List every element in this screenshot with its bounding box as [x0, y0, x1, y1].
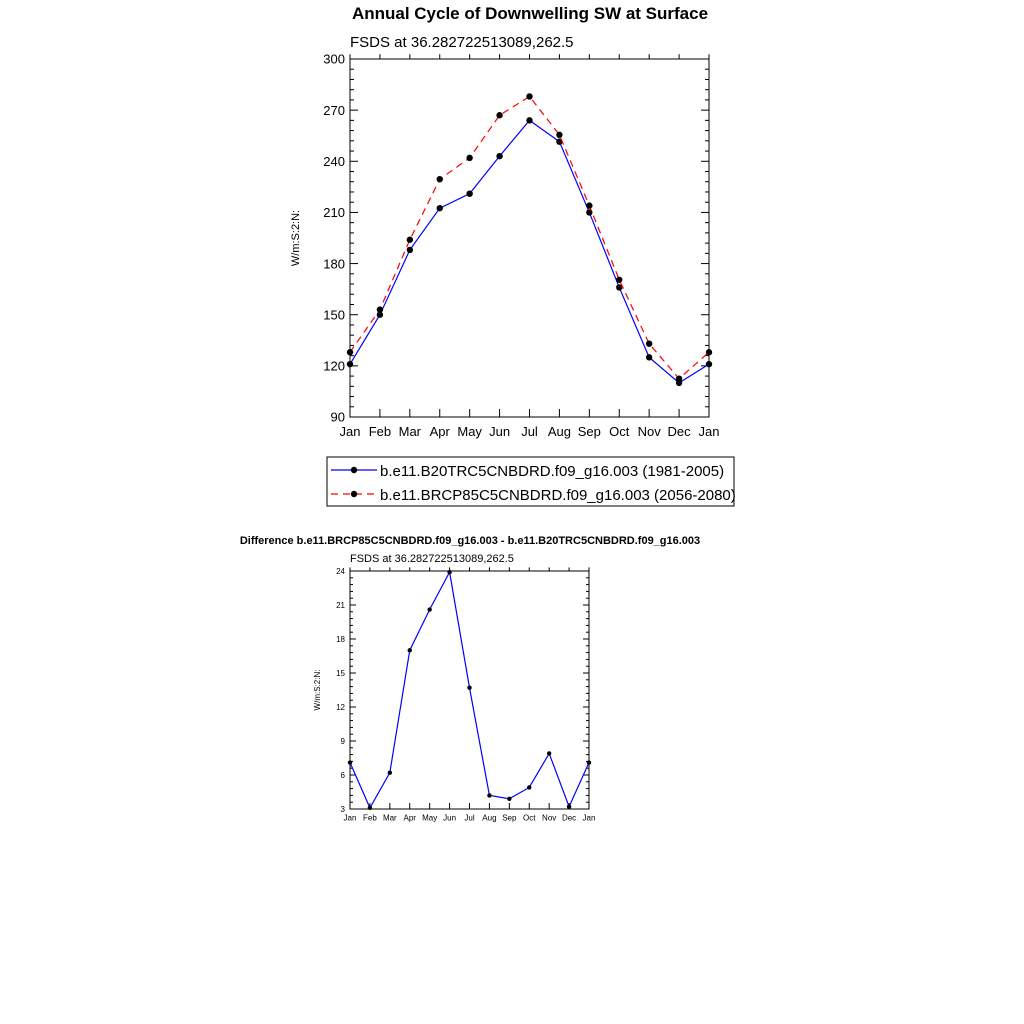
- data-point: [437, 176, 443, 182]
- y-tick-label: 24: [336, 566, 345, 576]
- x-tick-label: May: [422, 813, 438, 823]
- data-point: [646, 340, 652, 346]
- x-tick-label: Dec: [667, 423, 691, 439]
- data-point: [437, 205, 443, 211]
- x-tick-label: Nov: [637, 423, 661, 439]
- data-point: [467, 686, 471, 690]
- x-tick-label: Jun: [489, 423, 511, 439]
- x-tick-label: Jul: [521, 423, 538, 439]
- x-tick-label: Apr: [429, 423, 450, 439]
- legend: [327, 457, 736, 506]
- series-line-0: [350, 120, 709, 383]
- data-point: [407, 247, 413, 253]
- y-tick-label: 6: [340, 770, 345, 780]
- x-tick-label: Oct: [609, 423, 630, 439]
- data-point: [407, 237, 413, 243]
- annual-cycle-chart: [290, 4, 736, 506]
- legend-label-rcp85: b.e11.BRCP85C5CNBDRD.f09_g16.003 (2056-2080): [380, 487, 736, 504]
- y-tick-label: 180: [323, 256, 345, 272]
- diff-chart-subtitle: FSDS at 36.282722513089,262.5: [350, 553, 514, 565]
- x-tick-label: Jun: [443, 813, 457, 823]
- data-point: [408, 648, 412, 652]
- data-point: [347, 349, 353, 355]
- data-point: [676, 375, 682, 381]
- y-tick-label: 300: [323, 51, 345, 67]
- x-tick-label: Mar: [398, 423, 422, 439]
- data-point: [556, 132, 562, 138]
- x-tick-label: Jan: [343, 813, 357, 823]
- y-tick-label: 12: [336, 702, 345, 712]
- data-point: [377, 306, 383, 312]
- data-point: [427, 607, 431, 611]
- x-tick-label: Dec: [561, 813, 577, 823]
- data-point: [646, 354, 652, 360]
- y-tick-label: 210: [323, 205, 345, 221]
- difference-chart: [240, 535, 700, 823]
- legend-marker-rcp85: [351, 491, 357, 497]
- y-tick-label: 240: [323, 153, 345, 169]
- y-tick-label: 3: [340, 804, 345, 814]
- legend-item-historical: [331, 463, 724, 480]
- y-axis-label: W/m:S:2:N:: [290, 209, 302, 267]
- diff-series-lines: [348, 570, 591, 810]
- plot-frame: [350, 59, 709, 417]
- x-tick-label: Apr: [403, 813, 416, 823]
- data-point: [616, 277, 622, 283]
- y-tick-label: 150: [323, 307, 345, 323]
- legend-label-historical: b.e11.B20TRC5CNBDRD.f09_g16.003 (1981-2005): [380, 463, 725, 480]
- data-point: [547, 751, 551, 755]
- data-point: [388, 771, 392, 775]
- x-tick-label: Jan: [698, 423, 720, 439]
- data-point: [507, 797, 511, 801]
- data-point: [526, 117, 532, 123]
- y-tick-label: 270: [323, 102, 345, 118]
- data-point: [348, 760, 352, 764]
- y-tick-label: 120: [323, 358, 345, 374]
- x-tick-label: Mar: [382, 813, 397, 823]
- diff-chart-title: Difference b.e11.BRCP85C5CNBDRD.f09_g16.003 - b.e11.B20TRC5CNBDRD.f09_g16.003: [239, 535, 701, 547]
- data-point: [587, 760, 591, 764]
- diff-x-tick-labels: [344, 814, 596, 823]
- y-tick-label: 9: [340, 736, 345, 746]
- legend-marker-historical: [351, 467, 357, 473]
- series-lines: [347, 93, 712, 386]
- data-point: [347, 361, 353, 367]
- data-point: [527, 785, 531, 789]
- x-tick-label: Feb: [368, 423, 392, 439]
- y-tick-labels: [323, 52, 345, 425]
- data-point: [706, 361, 712, 367]
- x-tick-label: Oct: [523, 813, 536, 823]
- x-tick-label: Jan: [582, 813, 596, 823]
- data-point: [466, 155, 472, 161]
- y-tick-label: 18: [336, 634, 345, 644]
- y-tick-label: 90: [330, 409, 345, 425]
- data-point: [368, 806, 372, 810]
- x-tick-label: Aug: [547, 423, 571, 439]
- y-tick-label: 21: [336, 600, 345, 610]
- x-tick-label: Jul: [464, 813, 475, 823]
- data-point: [526, 93, 532, 99]
- x-tick-label: Jan: [339, 423, 361, 439]
- diff-y-tick-labels: [336, 567, 345, 814]
- data-point: [496, 112, 502, 118]
- y-tick-label: 15: [336, 668, 345, 678]
- diff-y-axis-label: W/m:S:2:N:: [313, 669, 322, 711]
- x-tick-label: Sep: [502, 813, 517, 823]
- data-point: [466, 190, 472, 196]
- data-point: [567, 805, 571, 809]
- x-tick-label: Feb: [363, 813, 377, 823]
- series-line-0: [350, 572, 589, 808]
- series-line-1: [350, 97, 709, 379]
- x-tick-label: Nov: [542, 813, 557, 823]
- data-point: [586, 202, 592, 208]
- data-point: [496, 153, 502, 159]
- x-tick-label: Sep: [577, 423, 601, 439]
- data-point: [487, 793, 491, 797]
- x-tick-labels: [340, 424, 720, 439]
- chart-subtitle: FSDS at 36.282722513089,262.5: [350, 34, 574, 51]
- chart-title: Annual Cycle of Downwelling SW at Surface: [351, 4, 709, 23]
- legend-item-rcp85: [331, 487, 736, 504]
- x-tick-label: Aug: [482, 813, 497, 823]
- data-point: [706, 349, 712, 355]
- x-tick-label: May: [457, 423, 482, 439]
- data-point: [447, 570, 451, 574]
